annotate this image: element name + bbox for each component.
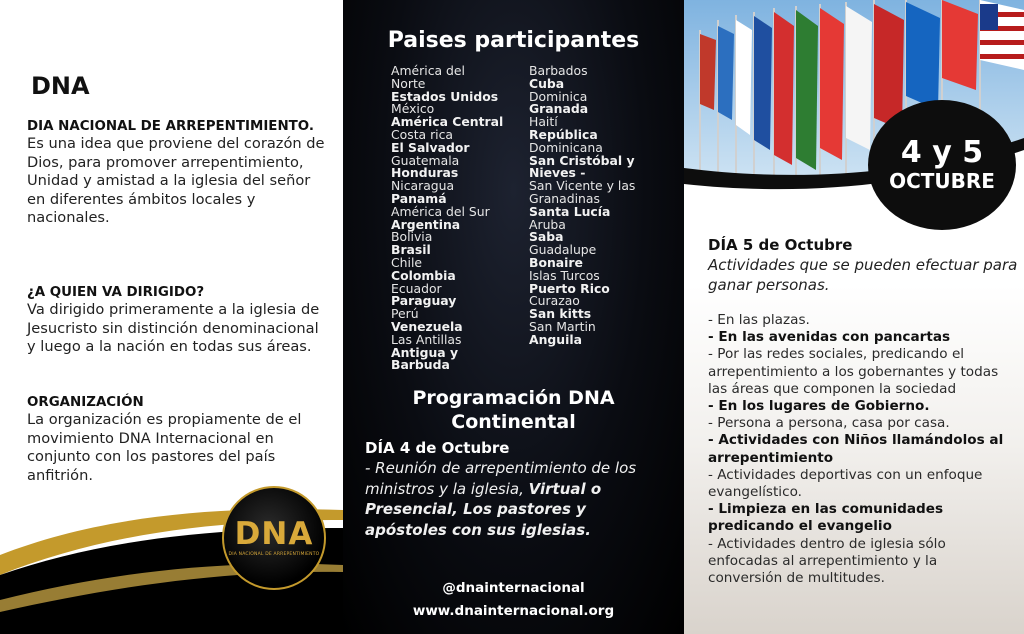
country-item: Santa Lucía — [529, 203, 611, 219]
logo-text: DNA — [234, 516, 314, 552]
country-item: Las Antillas — [391, 331, 462, 347]
logo-subtitle: DIA NACIONAL DE ARREPENTIMIENTO — [228, 552, 320, 557]
country-item: San Martin — [529, 318, 596, 334]
website-link[interactable]: www.dnainternacional.org — [412, 603, 615, 619]
country-item: Bolivia — [391, 229, 433, 245]
country-item: Dominica — [529, 88, 588, 104]
country-item: Curazao — [529, 293, 580, 309]
country-item: Paraguay — [391, 293, 457, 309]
country-item: Saba — [529, 229, 564, 245]
country-item: México — [391, 101, 435, 117]
section-heading: DIA NACIONAL DE ARREPENTIMIENTO. — [27, 119, 314, 134]
country-item: Guadalupe — [529, 242, 597, 258]
country-item: San Vicente y las — [529, 178, 636, 194]
activity-item: - Persona a persona, casa por casa. — [708, 415, 950, 432]
country-item: Dominicana — [529, 139, 603, 155]
countries-list-col1 — [391, 65, 521, 372]
country-item: Estados Unidos — [391, 88, 499, 104]
country-item: El Salvador — [391, 139, 470, 155]
day4-text-plain: - Reunión de arrepentimiento de los ministros y la iglesia, — [365, 459, 637, 498]
section-heading: ¿A QUIEN VA DIRIGIDO? — [27, 285, 205, 300]
day5-block — [708, 235, 1018, 295]
day5-subtitle: Actividades que se pueden efectuar para ganar personas. — [708, 256, 1018, 294]
day4-text-bold: Virtual o Presencial, Los pastores y apóstoles con sus iglesias. — [365, 479, 602, 539]
countries-list-col2 — [529, 65, 679, 347]
activity-item: - Limpieza en las comunidades predicando el evangelio — [708, 501, 944, 535]
country-item: Antigua y — [391, 344, 459, 360]
section-audience — [27, 284, 327, 357]
country-item: Granadinas — [529, 190, 600, 206]
country-item: Islas Turcos — [529, 267, 600, 283]
date-days: 4 y 5 — [900, 135, 984, 170]
country-item: América Central — [391, 114, 504, 130]
country-item: Granada — [529, 101, 589, 117]
country-item: San Cristóbal y — [529, 152, 635, 168]
country-item: Argentina — [391, 216, 461, 232]
country-item: Brasil — [391, 242, 431, 258]
country-item: Nicaragua — [391, 178, 455, 194]
activity-item: - Por las redes sociales, predicando el arrepentimiento a los gobernantes y todas las áreas que componen la sociedad — [708, 346, 999, 397]
activity-item: - Actividades con Niños llamándolos al arrepentimiento — [708, 432, 1004, 466]
country-item: Anguila — [529, 331, 582, 347]
activity-item: - Actividades dentro de iglesia sólo enfocadas al arrepentimiento y la conversión de multitudes. — [708, 535, 946, 587]
country-item: Venezuela — [391, 318, 463, 334]
panel-title: DNA — [31, 72, 90, 100]
country-item: América del — [391, 63, 465, 78]
activity-item: - En las avenidas con pancartas — [708, 329, 951, 346]
country-item: Guatemala — [391, 152, 460, 168]
date-month: OCTUBRE — [889, 169, 995, 193]
left-panel — [0, 0, 343, 634]
section-organization — [27, 394, 327, 485]
country-item: República — [529, 126, 598, 142]
day4-title: DÍA 4 de Octubre — [365, 439, 510, 457]
country-item: San kitts — [529, 306, 592, 322]
section-definition — [27, 118, 327, 228]
country-item: Cuba — [529, 75, 565, 91]
activity-item: - Actividades deportivas con un enfoque evangelístico. — [708, 466, 983, 501]
date-badge — [868, 100, 1016, 230]
country-item: Aruba — [529, 216, 566, 232]
countries-title: Paises participantes — [387, 28, 640, 53]
activity-item: - En los lugares de Gobierno. — [708, 398, 930, 415]
country-item: Barbados — [529, 63, 588, 78]
section-text: Va dirigido primeramente a la iglesia de Jesucristo sin distinción denominacional y luego a la nación en todas sus áreas. — [27, 301, 320, 355]
country-item: Chile — [391, 254, 423, 270]
program-title — [343, 386, 684, 434]
country-item: Bonaire — [529, 254, 583, 270]
country-item: Haití — [529, 114, 558, 130]
country-item: Costa rica — [391, 126, 454, 142]
country-item: Perú — [391, 306, 419, 322]
middle-panel — [343, 0, 684, 634]
activities-list — [708, 312, 1013, 587]
day4-text — [365, 458, 665, 540]
dna-logo — [222, 486, 326, 590]
country-item: Nieves - — [529, 165, 586, 181]
country-item: Panamá — [391, 190, 447, 206]
social-handle: @dnainternacional — [442, 580, 585, 596]
country-item: América del Sur — [391, 203, 490, 219]
program-title-line1: Programación DNA — [412, 387, 615, 409]
section-heading: ORGANIZACIÓN — [27, 395, 144, 410]
day4-block — [365, 438, 665, 540]
country-item: Barbuda — [391, 357, 450, 373]
country-item: Ecuador — [391, 280, 442, 296]
activity-item: - En las plazas. — [708, 312, 810, 328]
country-item: Norte — [391, 75, 426, 91]
right-panel — [684, 0, 1024, 634]
section-text: Es una idea que proviene del corazón de Dios, para promover arrepentimiento, Unidad y amistad a la iglesia del señor en diferentes ámbitos locales y nacionales. — [27, 135, 325, 226]
section-text: La organización es propiamente de el movimiento DNA Internacional en conjunto con los pastores del país anfitrión. — [27, 411, 302, 484]
country-item: Colombia — [391, 267, 456, 283]
day5-title: DÍA 5 de Octubre — [708, 236, 853, 254]
program-title-line2: Continental — [451, 411, 576, 433]
country-item: Puerto Rico — [529, 280, 610, 296]
country-item: Honduras — [391, 165, 459, 181]
